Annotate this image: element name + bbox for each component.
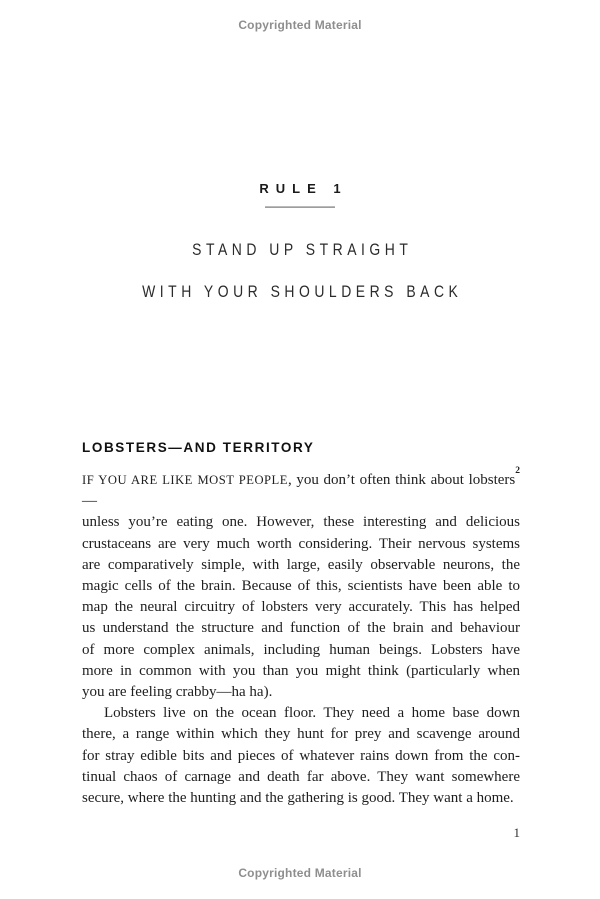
body-line: are comparatively simple, with large, easily observable neurons, the: [82, 556, 520, 573]
opening-smallcaps: IF YOU ARE LIKE MOST PEOPLE: [82, 473, 288, 487]
chapter-title-line-1: STAND UP STRAIGHT: [192, 240, 413, 259]
rule-number-heading: RULE 1: [259, 181, 348, 196]
body-line: map the neural circuitry of lobsters very accurately. This has helped: [82, 599, 520, 616]
body-line: you are feeling crabby—ha ha).: [82, 684, 273, 701]
opening-text: , you don’t often think about lobsters: [287, 472, 516, 488]
body-line-opening: [82, 466, 520, 512]
footnote-marker: 2: [515, 466, 520, 476]
page-number: 1: [513, 825, 520, 840]
body-line: crustaceans are very much worth considering. Their nervous systems: [82, 535, 520, 552]
body-line: of more complex animals, including human beings. Lobsters have: [82, 641, 520, 658]
body-line: there, a range within which they hunt for prey and scavenge around: [82, 726, 520, 743]
section-heading: LOBSTERS—AND TERRITORY: [82, 440, 315, 455]
paragraph-2-lines: [82, 703, 520, 809]
body-line: tinual chaos of carnage and death far above. They want somewhere: [82, 768, 520, 785]
body-line: unless you’re eating one. However, these interesting and delicious: [82, 514, 520, 531]
paragraph-1-lines: [82, 512, 520, 703]
body-line: us understand the structure and function of the brain and behaviour: [82, 620, 520, 637]
body-line: secure, where the hunting and the gathering is good. They want a home.: [82, 790, 514, 807]
chapter-title-line-2: WITH YOUR SHOULDERS BACK: [142, 282, 463, 301]
copyright-notice-bottom: Copyrighted Material: [238, 866, 362, 880]
copyright-notice-top: Copyrighted Material: [238, 18, 362, 32]
body-line: for stray edible bits and pieces of whatever rains down from the con-: [82, 747, 520, 764]
body-line: magic cells of the brain. Because of this, scientists have been able to: [82, 578, 520, 595]
heading-divider-rule: [265, 206, 335, 208]
body-line: more in common with you than you might think (particularly when: [82, 662, 520, 679]
body-text: [82, 466, 520, 809]
opening-dash: —: [82, 493, 97, 510]
body-line: Lobsters live on the ocean floor. They need a home base down: [104, 705, 520, 722]
